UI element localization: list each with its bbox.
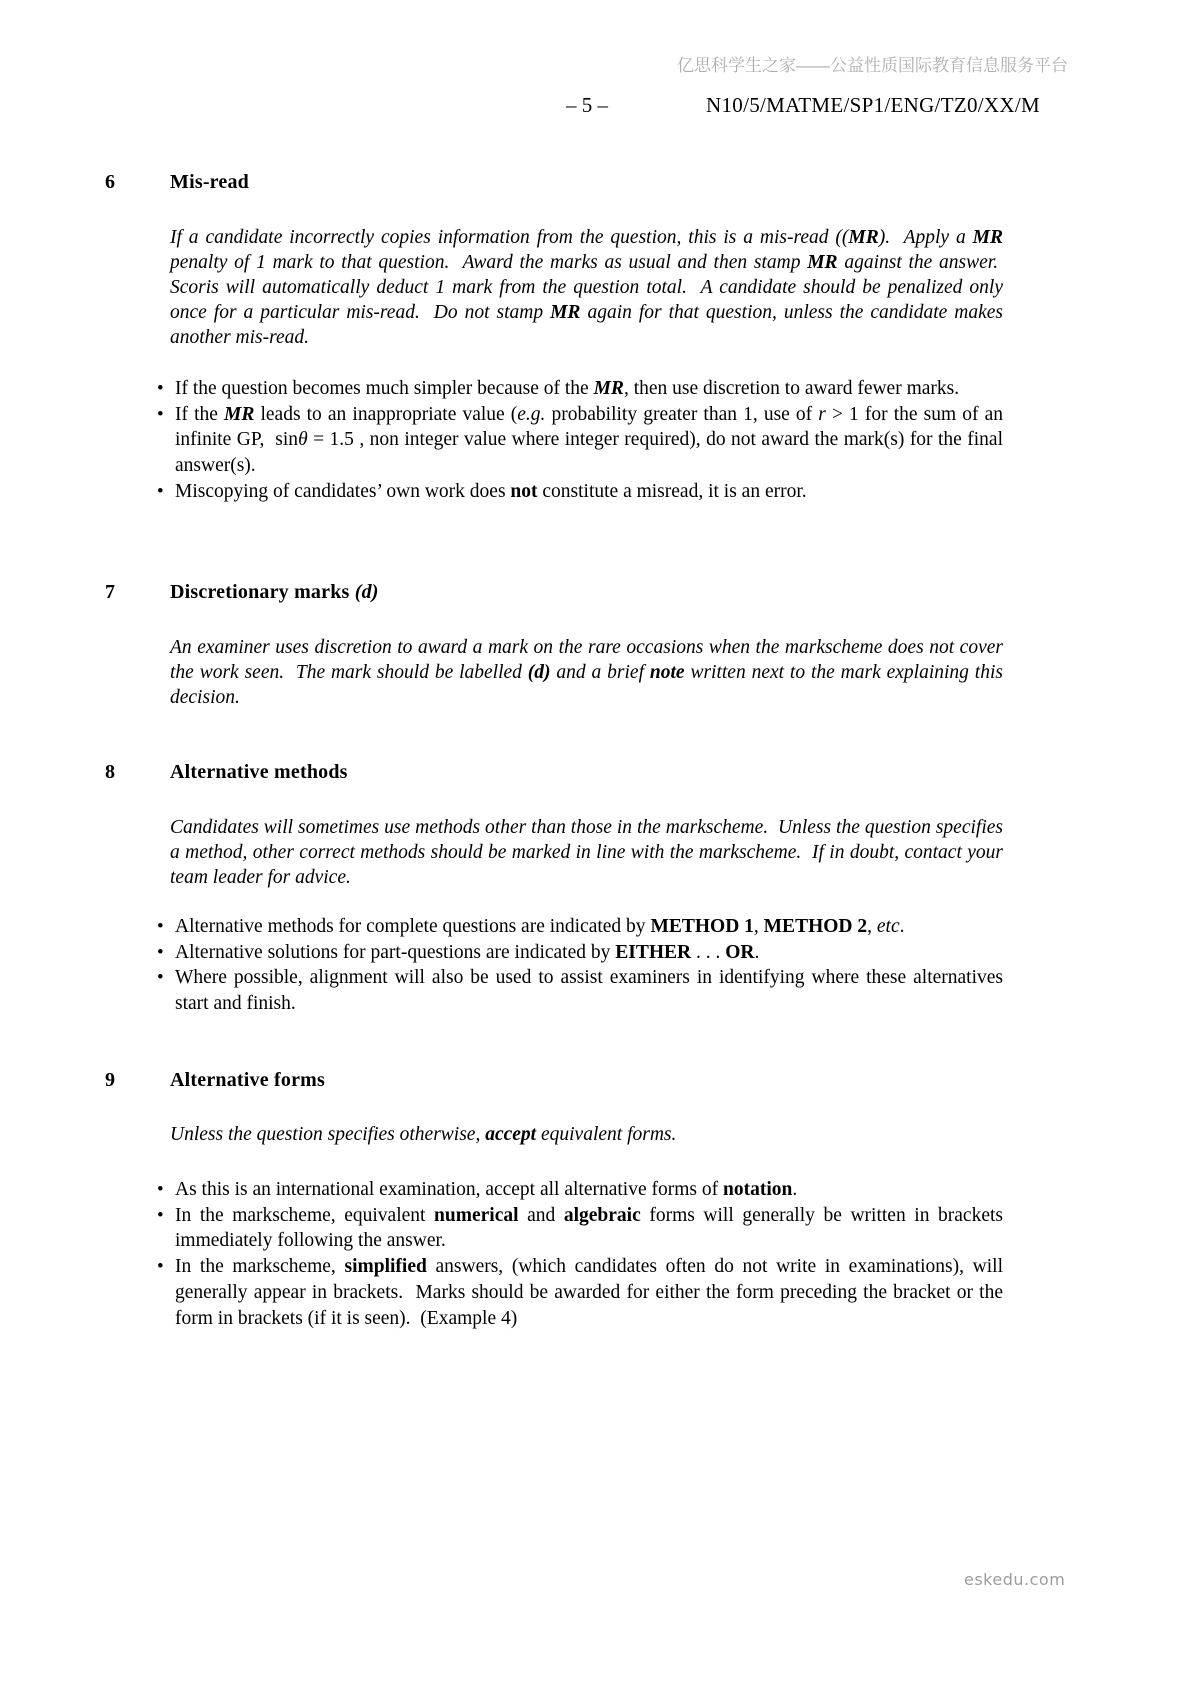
section-number: 9 [105,1069,115,1091]
section-title: Mis-read [170,171,249,193]
bullet-list [105,1177,1003,1331]
footer-watermark-text: eskedu.com [964,1570,1066,1589]
section-heading [105,172,1003,193]
bullet-list [105,914,1003,1017]
section-title: Alternative methods [170,761,348,783]
bullet-item: • Alternative methods for complete questions are indicated by METHOD 1, METHOD 2, etc. [175,914,1003,940]
bullet-item: • As this is an international examination, accept all alternative forms of notation. [175,1177,1003,1203]
bullet-list [105,376,1003,505]
page-number: – 5 – [566,93,608,117]
section-intro-paragraph: If a candidate incorrectly copies information from the question, this is a mis-read ((MR). Apply a MR penalty of 1 mark to that question. Award the marks as usual and then stamp MR against the answer. Scoris will automatically deduct 1 mark from the question total. A candidate should be penalized only once for a particular mis-read. Do not stamp MR again for that question, unless the candidate makes another mis-read. [170,227,1003,348]
bullet-item: • If the question becomes much simpler because of the MR, then use discretion to award fewer marks. [175,376,1003,402]
section-number: 7 [105,581,115,603]
section-intro-paragraph: Candidates will sometimes use methods other than those in the markscheme. Unless the question specifies a method, other correct methods should be marked in line with the markscheme. If in doubt, contact your team leader for advice. [170,817,1003,888]
section-number: 8 [105,761,115,783]
section-title: Discretionary marks (d) [170,581,379,603]
bullet-item: • If the MR leads to an inappropriate value (e.g. probability greater than 1, use of r > 1 for the sum of an infinite GP, sinθ = 1.5 , non integer value where integer required), do not award the mark(s) for the final answer(s). [175,402,1003,479]
section-heading [105,582,1003,603]
bullet-item: • Alternative solutions for part-questions are indicated by EITHER . . . OR. [175,940,1003,966]
bullet-item: • In the markscheme, equivalent numerical and algebraic forms will generally be written in brackets immediately following the answer. [175,1203,1003,1254]
section-title: Alternative forms [170,1069,326,1091]
section-mis-read [105,172,1003,505]
paper-code: N10/5/MATME/SP1/ENG/TZ0/XX/M [706,93,1040,117]
section-discretionary-marks [105,582,1003,710]
section-alternative-methods [105,762,1003,1017]
section-alternative-forms [105,1070,1003,1331]
site-watermark-text: 亿思科学生之家——公益性质国际教育信息服务平台 [677,56,1068,75]
section-number: 6 [105,171,115,193]
bullet-item: • Where possible, alignment will also be used to assist examiners in identifying where these alternatives start and finish. [175,965,1003,1016]
bullet-item: • In the markscheme, simplified answers, (which candidates often do not write in examinations), will generally appear in brackets. Marks should be awarded for either the form preceding the bracket or the form in brackets (if it is seen). (Example 4) [175,1254,1003,1331]
section-intro-paragraph: Unless the question specifies otherwise, accept equivalent forms. [170,1124,677,1145]
section-heading [105,1070,1003,1091]
section-intro-paragraph: An examiner uses discretion to award a mark on the rare occasions when the markscheme does not cover the work seen. The mark should be labelled (d) and a brief note written next to the mark explaining this decision. [170,637,1003,708]
bullet-item: • Miscopying of candidates’ own work does not constitute a misread, it is an error. [175,479,1003,505]
section-heading [105,762,1003,783]
